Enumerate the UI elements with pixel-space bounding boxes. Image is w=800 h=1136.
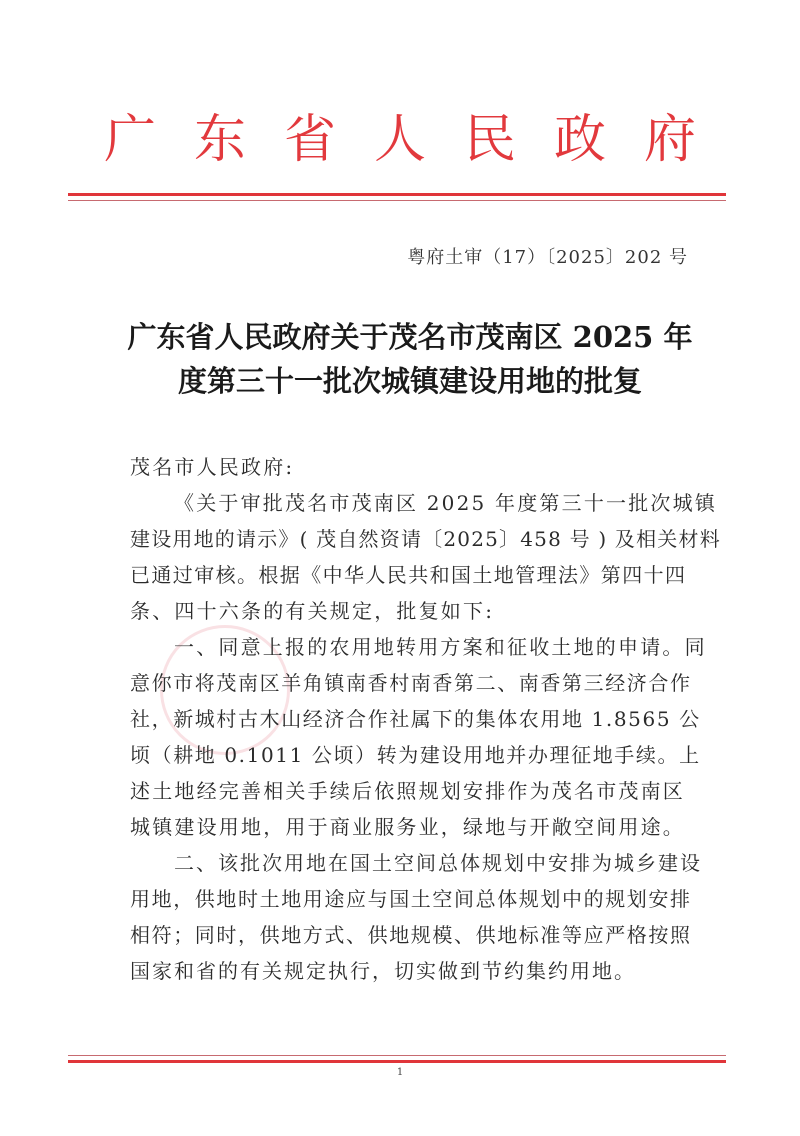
body-line: 建设用地的请示》( 茂自然资请〔2025〕458 号 ) 及相关材料: [130, 527, 721, 551]
header-rule-thick: [68, 193, 726, 196]
body-line: 社，新城村古木山经济合作社属下的集体农用地 1.8565 公: [130, 707, 701, 731]
body-line: 顷（耕地 0.1011 公顷）转为建设用地并办理征地手续。上: [130, 743, 701, 767]
body-line: 已通过审核。根据《中华人民共和国土地管理法》第四十四: [130, 563, 687, 587]
document-number: 粤府土审（17）〔2025〕202 号: [407, 247, 688, 268]
masthead-char: 东: [193, 110, 246, 170]
addressee: 茂名市人民政府:: [130, 455, 295, 479]
footer-rule-thin: [68, 1055, 726, 1056]
masthead-title: [100, 108, 700, 172]
masthead-char: 人: [373, 110, 426, 170]
title-line: 广东省人民政府关于茂名市茂南区 2025 年: [127, 320, 693, 354]
document-body: [130, 449, 721, 989]
body-line: 一、同意上报的农用地转用方案和征收土地的申请。同: [174, 635, 707, 659]
masthead-char: 广: [103, 110, 156, 170]
body-line: 城镇建设用地，用于商业服务业，绿地与开敞空间用途。: [130, 815, 685, 839]
document-title: [120, 315, 700, 403]
body-line: 相符；同时，供地方式、供地规模、供地标准等应严格按照: [130, 923, 692, 947]
body-line: 用地，供地时土地用途应与国土空间总体规划中的规划安排: [130, 887, 692, 911]
body-line: 意你市将茂南区羊角镇南香村南香第二、南香第三经济合作: [130, 671, 692, 695]
page-number: 1: [396, 1067, 404, 1078]
footer-rule-thick: [68, 1060, 726, 1063]
body-line: 述土地经完善相关手续后依照规划安排作为茂名市茂南区: [130, 779, 685, 803]
masthead-char: 府: [643, 110, 696, 170]
body-line: 《关于审批茂名市茂南区 2025 年度第三十一批次城镇: [174, 491, 718, 515]
header-rule-thin: [68, 200, 726, 201]
masthead-char: 民: [463, 110, 516, 170]
title-line: 度第三十一批次城镇建设用地的批复: [177, 364, 642, 398]
masthead-char: 政: [553, 110, 606, 170]
body-line: 二、该批次用地在国土空间总体规划中安排为城乡建设: [174, 851, 702, 875]
body-line: 条、四十六条的有关规定，批复如下:: [130, 599, 495, 623]
masthead-char: 省: [283, 110, 336, 170]
body-line: 国家和省的有关规定执行，切实做到节约集约用地。: [130, 959, 636, 983]
